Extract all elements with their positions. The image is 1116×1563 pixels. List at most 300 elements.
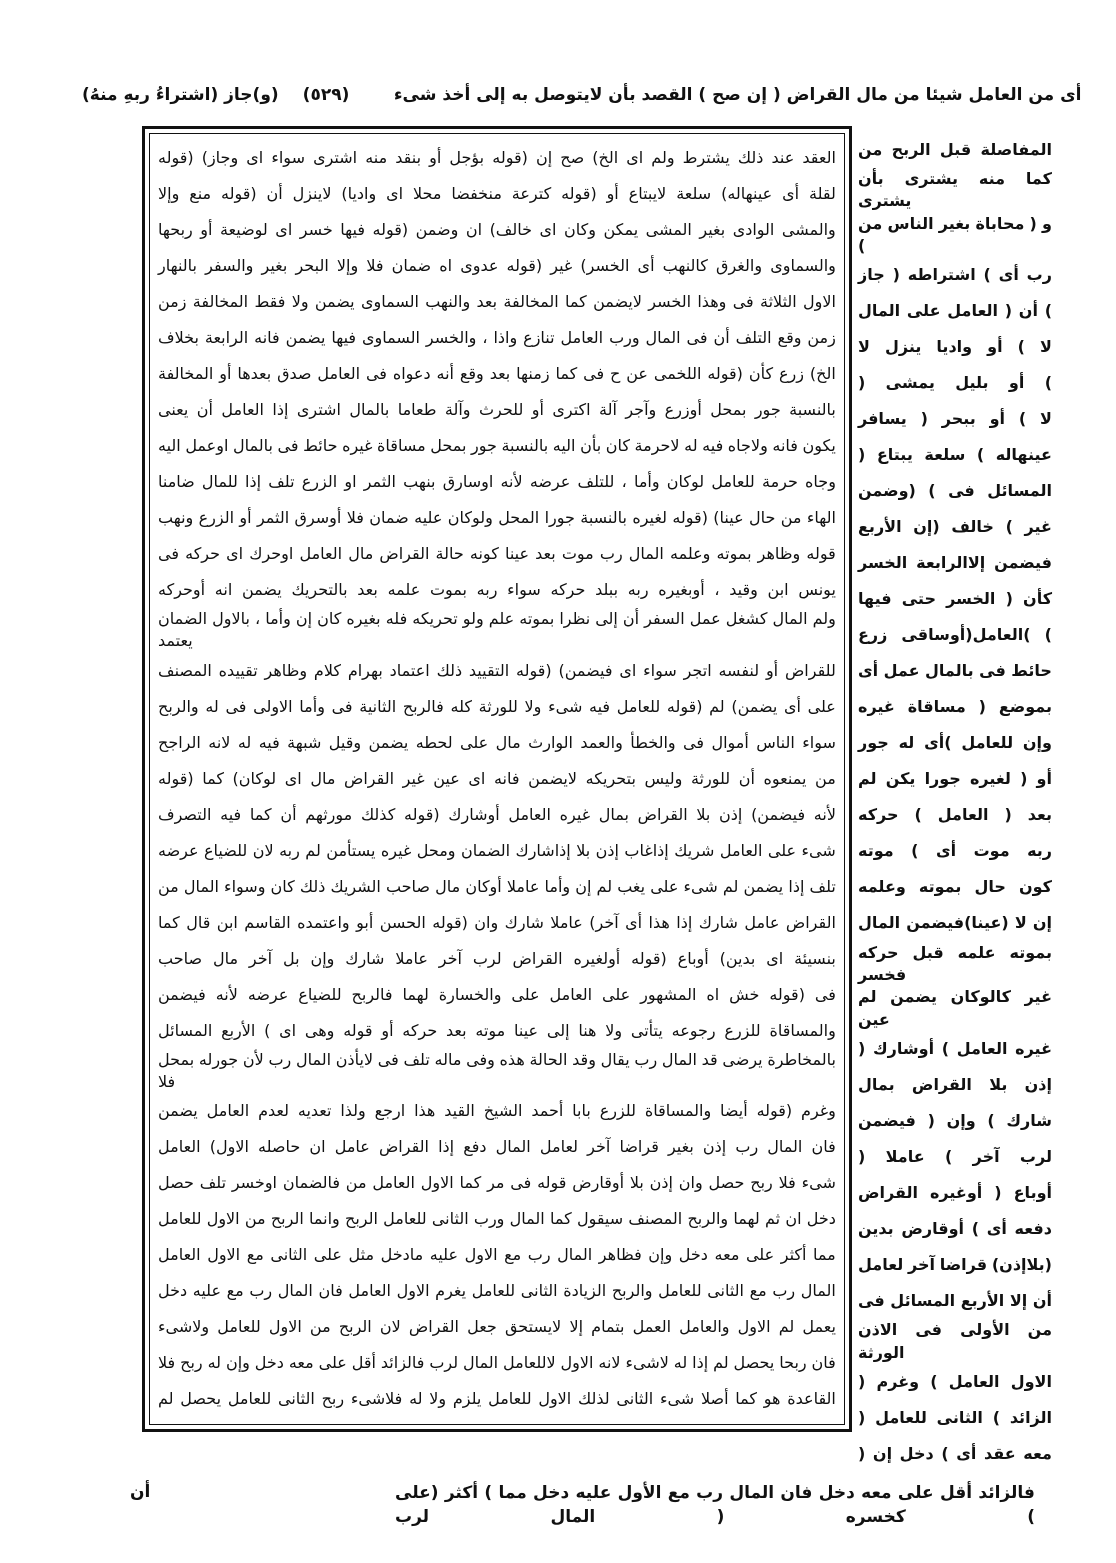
word: جور [754,399,781,419]
word: لغيره [632,507,667,527]
word: الثانى [270,1245,308,1265]
word: المال [645,327,681,347]
word: يمنعوه [763,768,807,788]
word: لاينزل [292,183,332,203]
word: فان [780,1483,813,1503]
word: كأن [748,363,774,383]
commentary-line [158,653,836,689]
main-text-line [858,1436,1052,1472]
word: الربح [344,1209,378,1229]
word: ( [978,697,986,717]
word: دخل [806,1209,836,1229]
word: يعنى [158,399,189,419]
word: الاول [560,1353,594,1373]
word: بالنهار [158,255,198,275]
word: وسواء [224,876,266,896]
word: شىء [683,876,718,896]
word: إذن [702,1137,727,1157]
word: يتأتى [630,1020,663,1040]
word: السماوى [362,327,420,347]
word: بغير [667,1137,694,1157]
word: للورثة [690,768,731,788]
word: قراضا [619,1137,659,1157]
word: رب [735,1137,759,1157]
word: رب [268,1049,292,1069]
word: اى [626,147,644,167]
word: بليل [955,373,989,393]
word: وقع [459,363,484,383]
word: اى [284,768,302,788]
word: وإن [225,1353,250,1373]
word: الأربع [221,1020,256,1040]
word: وفى [466,1049,495,1069]
word: أكثر [780,1245,807,1265]
word: والمساقاة [769,1020,836,1040]
word: عرضه [247,984,289,1004]
word: يضمن [368,732,409,752]
word: والسماوى [770,255,836,275]
word: من [858,213,883,233]
main-text-line [858,582,1052,618]
word: مما [813,1245,836,1265]
word: الورثة [858,1342,905,1362]
word: ربه [476,579,498,599]
main-text-column [858,126,1052,1472]
commentary-line [158,284,836,320]
word: إن [1032,913,1052,933]
word: أقل [351,1353,376,1373]
word: لرب [472,948,502,968]
word: لهما [733,1209,760,1229]
word: بلا [989,1074,1008,1094]
word: ) [1017,337,1025,357]
word: عليه [192,1281,222,1301]
word: حائط [303,435,338,455]
main-text-line [858,942,1052,987]
word: قبل [912,942,944,962]
header-right-text: أى من العامل شيئا من مال القراض ( إن صح ) القصد بأن لايتوصل به إلى أخذ شىء [393,85,1082,105]
word: سواء [271,147,305,167]
word: والمشى [781,219,836,239]
word: اى [468,768,486,788]
word: (وضمن [858,481,916,501]
word: آخر [248,948,273,968]
word: آخر [438,948,462,968]
word: الأول [617,1483,662,1503]
word: حصل [158,1173,194,1193]
word: اعتماد [389,660,430,680]
word: زرع [858,625,888,645]
word: ( [1029,213,1037,233]
word: إذا [438,1137,455,1157]
word: الهاء [806,507,836,527]
commentary-line [158,1166,836,1202]
word: ولم [812,609,836,628]
word: أن [280,804,297,824]
word: كون [1018,877,1052,897]
word: طعاما [397,399,437,419]
word: القراض [344,768,395,788]
word: بمال [598,804,629,824]
word: يونس [798,579,836,599]
word: أوغيره [929,1182,983,1202]
word: اشتراطه [907,265,976,285]
word: هذه [499,1049,525,1069]
commentary-line [158,797,836,833]
word: إلا [569,1317,584,1337]
word: واديا) [341,183,377,203]
word: آخر [587,1137,611,1157]
word: أو [989,409,1006,429]
word: ( [716,1506,725,1527]
word: ان [309,1137,326,1157]
commentary-line [158,212,836,248]
word: ) [1005,517,1013,537]
word: بموضع [998,697,1052,717]
word: السفر [644,609,685,628]
word: الناس [887,213,934,233]
word: العامل [206,1101,250,1121]
word: الربح [338,1317,372,1337]
word: اللخمى [653,363,702,383]
word: القراض [858,1182,918,1202]
word: ارجع [374,1101,406,1121]
main-text-line [858,258,1052,294]
word: وجاه [805,471,836,491]
word: صدق [277,363,312,383]
word: ) [1044,301,1052,321]
word: بمال [858,1074,895,1094]
word: موته [858,841,894,861]
word: ولذا [340,1101,366,1121]
word: فانه [254,327,280,347]
word: المحل [498,507,540,527]
word: له [673,1353,688,1373]
word: لأنه [813,804,836,824]
word: قبل [939,139,972,159]
word: الزائد [1009,1407,1052,1427]
word: ) [1018,409,1027,429]
word: المشهور [640,984,697,1004]
word: ) [914,805,922,825]
word: إن [575,876,592,896]
word: ان [785,1209,802,1229]
word: موت [973,841,1010,861]
word: المخالفة [192,291,249,311]
word: وآجر [625,399,657,419]
word: عمل [689,609,721,628]
word: والمساقاة [644,1101,712,1121]
commentary-line [158,428,836,464]
word: بلا [576,840,591,860]
word: رب [249,1281,273,1301]
word: سلعة [676,183,712,203]
word: بعد [357,579,378,599]
word: دفعه [1014,1218,1052,1238]
word: (قوله [666,696,703,716]
word: فيه [589,696,611,716]
word: أكثر [444,1483,479,1503]
word: والنهب [425,291,471,311]
word: أن [1032,1290,1052,1310]
word: مال [495,732,521,752]
word: يرضى [722,1049,763,1069]
word: فلا [366,255,384,275]
word: يضمن [890,987,938,1007]
word: لان [252,840,274,860]
word: ( [1004,301,1013,321]
word: لعدم [258,1101,289,1121]
word: بمحل [710,399,747,419]
word: الخ) [592,147,619,167]
word: العمل [632,1317,672,1337]
word: أو [219,363,232,383]
word: ربه [627,579,649,599]
word: إذاغاب [624,840,669,860]
word: دعواه [392,363,431,383]
word: صح [560,147,585,167]
word: أى [935,841,957,861]
word: وغرم [876,1371,920,1391]
word: ربه [1027,841,1052,861]
word: بأن [858,169,884,188]
word: الأربع [858,517,902,537]
word: ومحل [416,840,456,860]
word: أى [986,1218,1007,1238]
word: اى [246,147,264,167]
word: فى [583,363,605,383]
commentary-line [158,392,836,428]
word: منع [189,183,212,203]
word: اى [275,219,293,239]
word: فيضمن) [558,660,613,680]
word: إذا [676,912,693,932]
word: إذا [245,471,262,491]
word: يشترى [858,191,912,211]
word: على [318,1353,347,1373]
word: من [1027,1320,1052,1340]
word: دفع [463,1137,487,1157]
word: ولاشىء [158,1317,210,1337]
word: سلعة [924,445,966,465]
word: يعتمد [158,631,193,651]
word: غيره [559,804,591,824]
word: له [237,732,252,752]
word: (قوله [707,363,743,383]
word: للمال [201,471,238,491]
word: لايأذن [335,1049,374,1069]
word: بموته [519,609,555,628]
word: يغب [617,876,646,896]
word: مر [487,1173,505,1193]
word: ، [621,471,627,491]
word: فيها [858,589,892,609]
word: بالنسبة [580,507,627,527]
word: لوكان) [232,768,277,788]
word: بنهب [403,471,436,491]
commentary-line [158,1202,836,1238]
word: عينهاله [995,445,1052,465]
word: على [511,984,540,1004]
word: صاحب [385,876,431,896]
word: الثمر [256,507,290,527]
main-text-line [858,654,1052,690]
word: إذن [595,840,619,860]
word: ، [482,327,488,347]
word: ( [858,1443,866,1463]
word: بالتحريك [291,579,348,599]
word: شارك [504,912,544,932]
word: وقع [777,327,802,347]
word: للضياع [298,984,342,1004]
word: ربح [321,1389,345,1409]
word: اى [386,183,404,203]
word: الاول [1010,1371,1052,1391]
footer-line [395,1482,1035,1530]
commentary-line [158,356,836,392]
word: مع [504,1245,522,1265]
word: لحطه [415,732,453,752]
word: ( [920,409,928,429]
word: الرابعة [204,327,249,347]
word: بغير [261,255,288,275]
word: مع [226,1281,244,1301]
word: لوضيعة [219,219,268,239]
word: جور [858,733,889,753]
word: عامل [744,912,780,932]
word: كان [317,609,342,628]
word: يحصل [180,1389,222,1409]
word: ) [858,236,866,256]
word: أى [998,265,1019,285]
word: تعديه [297,1101,332,1121]
word: عند [771,147,795,167]
word: ابن [767,579,789,599]
commentary-line [158,1013,836,1049]
word: المخالفة [158,363,214,383]
word: ضمان [391,255,432,275]
word: لم [858,769,877,789]
word: ان [465,219,483,239]
word: آخر [972,1146,1000,1166]
word: فى [683,732,705,752]
word: واعتمده [297,912,350,932]
word: فانه [493,768,520,788]
word: ( [1005,589,1013,609]
word: الحالة [529,1049,568,1069]
word: بعد [535,543,556,563]
word: فلا [158,1353,176,1373]
word: فيه [220,804,242,824]
main-text-line [858,1400,1052,1436]
main-text-line [858,168,1052,213]
commentary-line [158,536,836,572]
main-text-line [858,1283,1052,1319]
word: ) [1027,1506,1035,1527]
word: أى [956,1443,977,1463]
word: فله [385,609,408,628]
word: عليه [429,1245,459,1265]
main-text-line [858,1319,1052,1364]
word: حركه [858,805,899,825]
word: مع [749,1281,767,1301]
word: سيقول [576,1209,624,1229]
word: جورله [198,1049,239,1069]
word: والخسر [425,327,477,347]
word: ) [264,1020,271,1040]
word: لايضمن [593,291,642,311]
word: بنقد [395,147,422,167]
word: يغرم [435,1281,467,1301]
main-text-line [858,213,1052,258]
word: بلا [696,804,711,824]
word: بتحريكه [585,768,636,788]
word: المال [858,913,901,933]
word: أقل [939,1483,973,1503]
word: يقال [600,1049,630,1069]
word: كما [735,1389,758,1409]
word: فيه [258,732,280,752]
word: مادخل [380,1245,424,1265]
word: الخ) [809,363,836,383]
word: كما [249,804,272,824]
word: حتى [901,589,936,609]
word: غير [550,255,573,275]
word: )العامل(أوساقى [901,625,1031,645]
word: إن [295,609,313,628]
word: اليه [158,435,181,455]
word: قال [186,912,211,932]
word: (قوله [432,912,468,932]
word: العامل [549,984,593,1004]
word: العامل [158,1137,201,1157]
word: للعامل [217,1317,261,1337]
word: للزرع [724,1020,761,1040]
word: الثانى [520,1281,558,1301]
word: ) [930,1371,938,1391]
word: للعامل [961,733,1014,753]
word: غيره [380,840,412,860]
word: الاول [268,1317,302,1337]
word: إذن [719,804,743,824]
word: يسافر [858,409,907,429]
word: (عينا)فيضمن [906,913,1009,933]
word: (قوله [769,984,805,1004]
word: غيره [342,435,373,455]
word: كما [549,1209,572,1229]
word: وان [678,1173,703,1193]
word: المال [557,1245,593,1265]
word: رب [634,1049,658,1069]
word: للزرع [599,1101,636,1121]
word: من [244,1209,266,1229]
word: اوعمل [185,435,229,455]
word: لعامل [858,1254,904,1274]
word: كلام [313,660,341,680]
word: منه [365,147,388,167]
word: أن [196,399,213,419]
word: لقلة [808,183,836,203]
word: المال [800,1281,836,1301]
word: عاملا [395,948,428,968]
word: من [158,876,179,896]
word: عاملا [885,1146,925,1166]
word: للعامل [711,471,755,491]
word: رجوعه [671,1020,716,1040]
word: للعامل [383,1209,427,1229]
word: دخل [818,1483,855,1503]
word: ماله [434,1049,462,1069]
